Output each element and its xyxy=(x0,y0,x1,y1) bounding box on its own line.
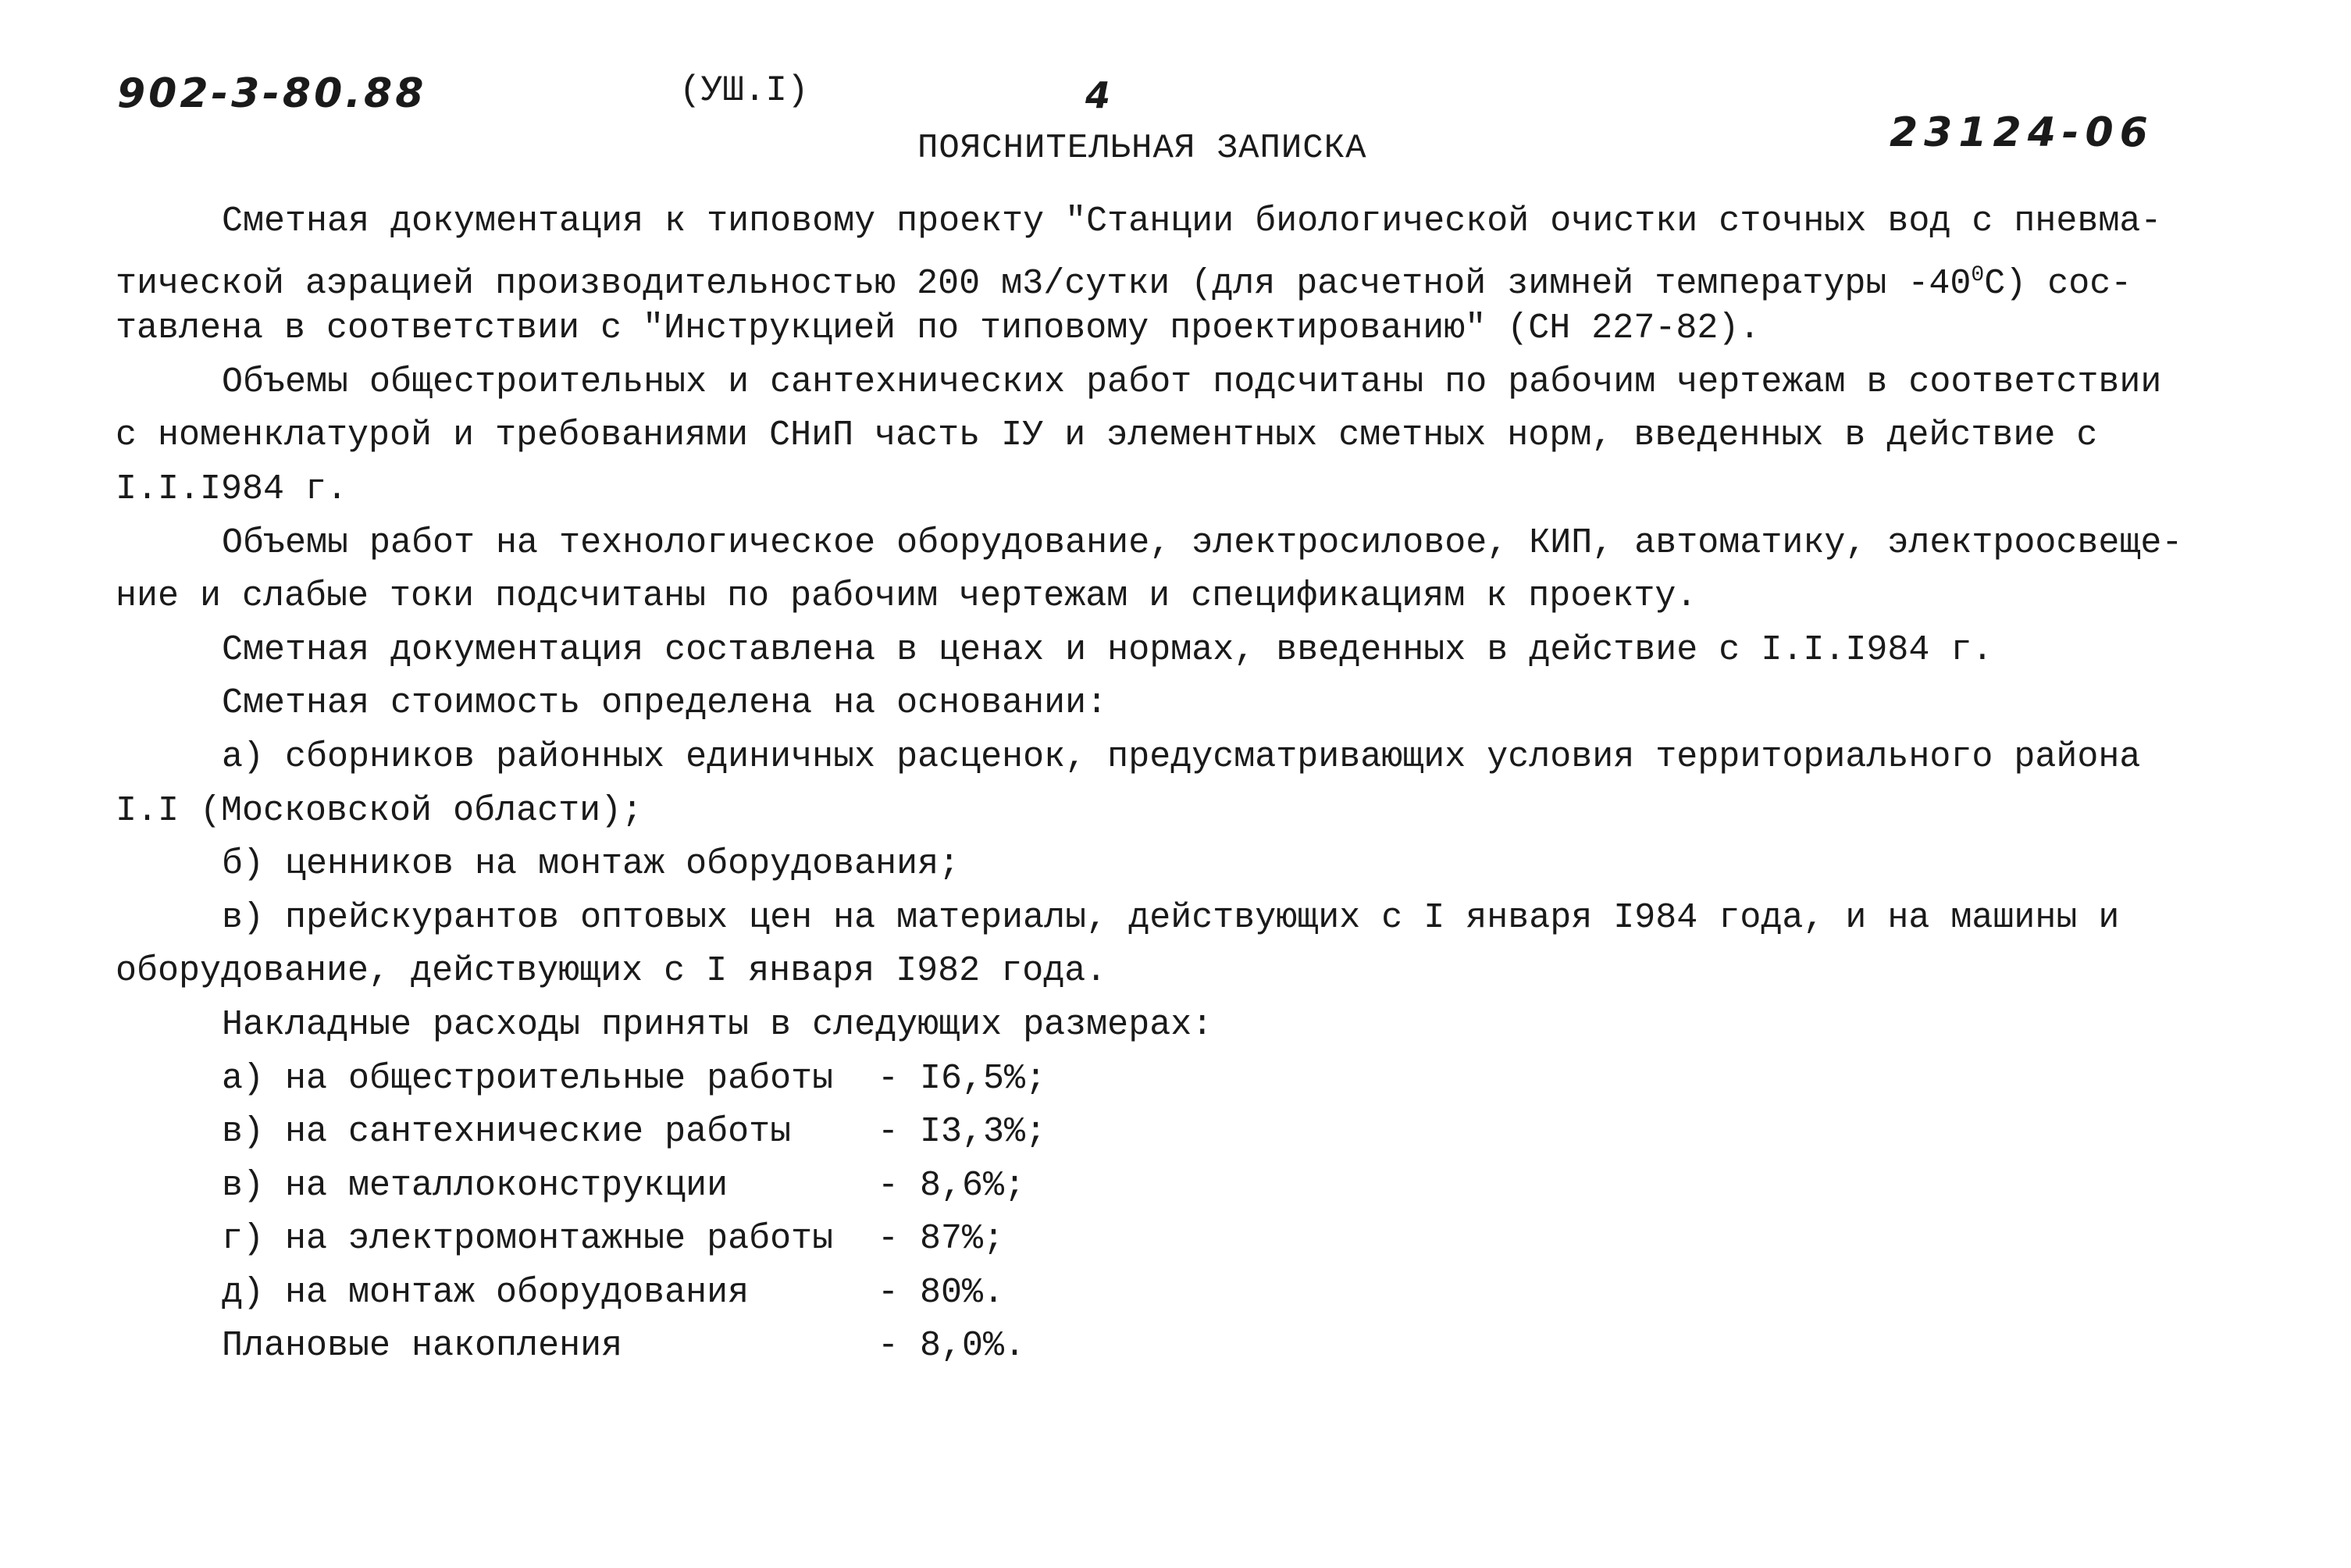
list-item-continuation: I.I (Московской области); xyxy=(116,790,643,831)
rate-value: - I3,3%; xyxy=(878,1112,1047,1153)
paragraph-line: ние и слабые токи подсчитаны по рабочим чертежам и спецификациям к проекту. xyxy=(116,576,1697,617)
paragraph-line: Сметная стоимость определена на основании: xyxy=(222,683,1108,724)
paragraph-text: С) сос- xyxy=(1984,263,2132,304)
rate-value: - 80%. xyxy=(878,1272,1005,1313)
paragraph-line: Сметная документация к типовому проекту "Станции биологической очистки сточных вод с пневма- xyxy=(222,201,2162,241)
rate-row xyxy=(116,1213,2271,1267)
list-item: б) ценников на монтаж оборудования; xyxy=(222,844,960,885)
document-code: 902-3-80.88 xyxy=(117,70,427,117)
rate-value: - 8,6%; xyxy=(878,1165,1026,1206)
rate-label: г) на электромонтажные работы xyxy=(222,1219,834,1260)
rate-label: Плановые накопления xyxy=(222,1326,623,1367)
paragraph-line: Сметная документация составлена в ценах и нормах, введенных в действие с I.I.I984 г. xyxy=(222,629,1993,670)
list-item-continuation: оборудование, действующих с I января I982 года. xyxy=(116,951,1107,992)
list-item: а) сборников районных единичных расценок, предусматривающих условия территориального района xyxy=(222,736,2141,777)
archive-number: 23124-06 xyxy=(1890,109,2154,156)
paragraph-line: I.I.I984 г. xyxy=(116,469,348,509)
document-body xyxy=(116,195,2271,1374)
rate-label: а) на общестроительные работы xyxy=(222,1058,834,1099)
rate-value: - 87%; xyxy=(878,1219,1005,1260)
rate-row xyxy=(116,1320,2271,1374)
rate-label: д) на монтаж оборудования xyxy=(222,1272,750,1313)
rate-row xyxy=(116,1106,2271,1160)
paragraph-line: Накладные расходы приняты в следующих размерах: xyxy=(222,1004,1213,1045)
rate-row xyxy=(116,1267,2271,1320)
list-item: в) прейскурантов оптовых цен на материалы, действующих с I января I984 года, и на машины и xyxy=(222,897,2120,938)
rate-value: - I6,5%; xyxy=(878,1058,1047,1099)
paragraph-line xyxy=(116,249,2271,303)
paragraph-text: тической аэрацией производительностью 200 м3/сутки (для расчетной зимней температуры -40 xyxy=(116,263,1972,304)
paragraph-line: Объемы работ на технологическое оборудование, электросиловое, КИП, автоматику, электроосвеще- xyxy=(222,522,2183,563)
rate-row xyxy=(116,1160,2271,1213)
paragraph-line: Объемы общестроительных и сантехнических работ подсчитаны по рабочим чертежам в соответствии xyxy=(222,362,2162,402)
rate-label: в) на сантехнические работы xyxy=(222,1112,792,1153)
sheet-reference: (УШ.I) xyxy=(679,70,809,111)
rate-label: в) на металлоконструкции xyxy=(222,1165,728,1206)
paragraph-line: с номенклатурой и требованиями СНиП часть IУ и элементных сметных норм, введенных в действие с xyxy=(116,415,2098,456)
rate-row xyxy=(116,1053,2271,1107)
paragraph-line: тавлена в соответствии с "Инструкцией по типовому проектированию" (СН 227-82). xyxy=(116,308,1761,349)
page-number: 4 xyxy=(1085,74,1114,116)
rate-value: - 8,0%. xyxy=(878,1326,1026,1367)
degree-superscript: 0 xyxy=(1971,262,1985,287)
page-title: ПОЯСНИТЕЛЬНАЯ ЗАПИСКА xyxy=(917,129,1367,168)
